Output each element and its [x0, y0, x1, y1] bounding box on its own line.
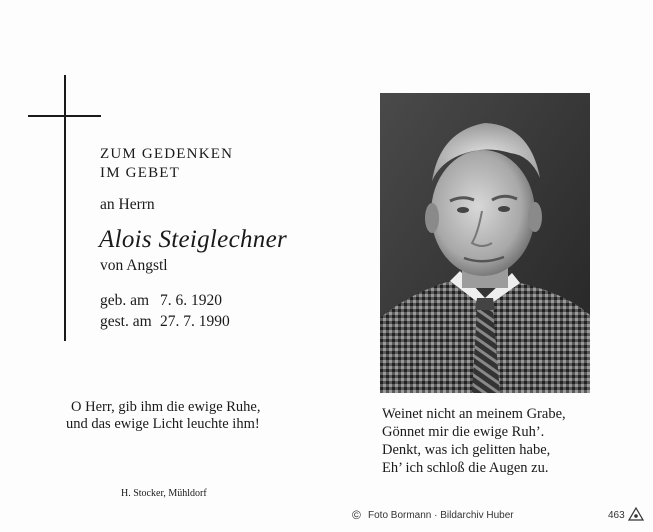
cross-horizontal-bar [28, 115, 101, 117]
printer-credit: H. Stocker, Mühldorf [121, 488, 207, 499]
death-label: gest. am [100, 313, 152, 330]
poem-line-4: Eh’ ich schloß die Augen zu. [382, 460, 549, 476]
poem-line-3: Denkt, was ich gelitten habe, [382, 442, 551, 458]
salutation: an Herrn [100, 196, 155, 213]
portrait-illustration [380, 93, 590, 393]
deceased-name: Alois Steiglechner [99, 226, 287, 253]
heading-line-2: IM GEBET [100, 165, 181, 181]
origin: von Angstl [100, 257, 168, 274]
portrait-photo [380, 93, 590, 393]
prayer-line-1: O Herr, gib ihm die ewige Ruhe, [71, 399, 261, 415]
card-number: 463 [608, 510, 625, 521]
poem-line-2: Gönnet mir die ewige Ruh’. [382, 424, 545, 440]
copyright-icon: © [352, 508, 361, 522]
prayer-line-2: und das ewige Licht leuchte ihm! [66, 416, 260, 432]
poem-line-1: Weinet nicht an meinem Grabe, [382, 406, 566, 422]
photo-credit: Foto Bormann · Bildarchiv Huber [368, 510, 514, 521]
birth-label: geb. am [100, 292, 150, 309]
death-date: 27. 7. 1990 [160, 313, 230, 330]
publisher-logo-icon [628, 507, 644, 526]
birth-date: 7. 6. 1920 [160, 292, 222, 309]
heading-line-1: ZUM GEDENKEN [100, 146, 234, 162]
